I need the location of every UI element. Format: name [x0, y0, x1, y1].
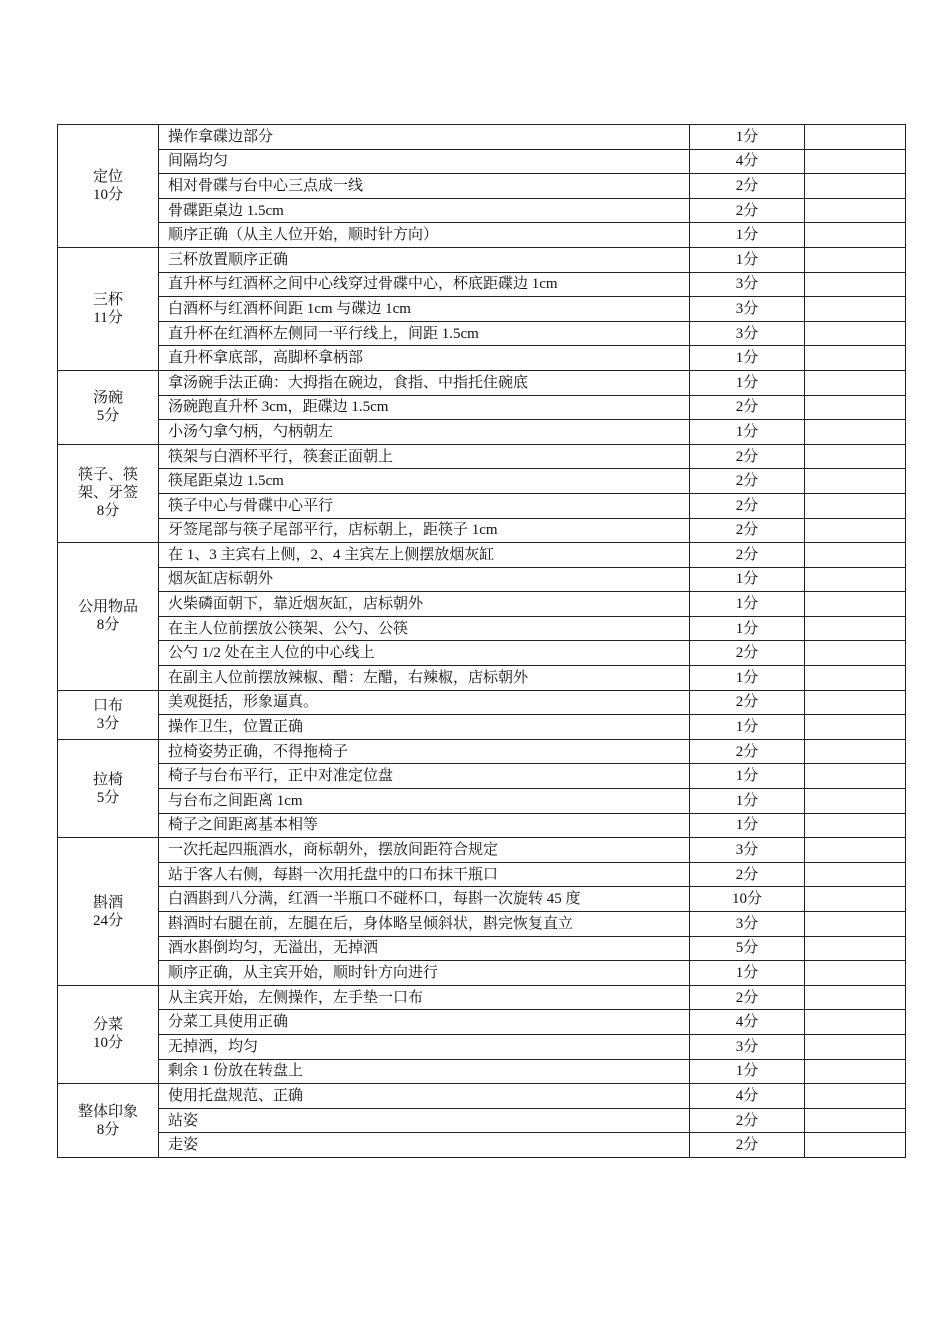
- table-row: [58, 715, 906, 740]
- category-name: 口布: [92, 697, 123, 714]
- table-row: [58, 174, 906, 199]
- table-row: [58, 493, 906, 518]
- table-row: [58, 1108, 906, 1133]
- criterion-text: 汤碗跑直升杯 3cm，距碟边 1.5cm: [159, 395, 690, 420]
- criterion-score: 4分: [690, 1084, 805, 1109]
- actual-score-cell[interactable]: [805, 272, 906, 297]
- criterion-text: 相对骨碟与台中心三点成一线: [159, 174, 690, 199]
- criterion-text: 白酒杯与红酒杯间距 1cm 与碟边 1cm: [159, 297, 690, 322]
- category-cell: [58, 247, 159, 370]
- criterion-score: 1分: [690, 370, 805, 395]
- table-row: [58, 813, 906, 838]
- actual-score-cell[interactable]: [805, 592, 906, 617]
- actual-score-cell[interactable]: [805, 961, 906, 986]
- actual-score-cell[interactable]: [805, 1084, 906, 1109]
- table-row: [58, 887, 906, 912]
- criterion-score: 1分: [690, 764, 805, 789]
- table-row: [58, 912, 906, 937]
- table-row: [58, 862, 906, 887]
- criterion-score: 10分: [690, 887, 805, 912]
- actual-score-cell[interactable]: [805, 444, 906, 469]
- criterion-text: 直升杯在红酒杯左侧同一平行线上，间距 1.5cm: [159, 321, 690, 346]
- criterion-text: 操作拿碟边部分: [159, 125, 690, 150]
- scoring-table: [57, 124, 906, 1158]
- table-row: [58, 247, 906, 272]
- table-row: [58, 961, 906, 986]
- criterion-text: 站于客人右侧，每斟一次用托盘中的口布抹干瓶口: [159, 862, 690, 887]
- actual-score-cell[interactable]: [805, 395, 906, 420]
- actual-score-cell[interactable]: [805, 739, 906, 764]
- category-cell: [58, 739, 159, 837]
- criterion-text: 无掉洒，均匀: [159, 1034, 690, 1059]
- actual-score-cell[interactable]: [805, 690, 906, 715]
- criterion-score: 1分: [690, 789, 805, 814]
- criterion-score: 2分: [690, 469, 805, 494]
- criterion-text: 走姿: [159, 1133, 690, 1158]
- actual-score-cell[interactable]: [805, 1108, 906, 1133]
- criterion-score: 3分: [690, 838, 805, 863]
- criterion-score: 2分: [690, 985, 805, 1010]
- criterion-score: 1分: [690, 1059, 805, 1084]
- table-row: [58, 1010, 906, 1035]
- category-name-line: 筷子、筷: [77, 467, 138, 484]
- criterion-text: 剩余 1 份放在转盘上: [159, 1059, 690, 1084]
- criterion-text: 与台布之间距离 1cm: [159, 789, 690, 814]
- table-row: [58, 370, 906, 395]
- category-name: 公用物品: [77, 599, 138, 616]
- criterion-text: 拿汤碗手法正确：大拇指在碗边，食指、中指托住碗底: [159, 370, 690, 395]
- actual-score-cell[interactable]: [805, 493, 906, 518]
- actual-score-cell[interactable]: [805, 1059, 906, 1084]
- criterion-score: 2分: [690, 641, 805, 666]
- actual-score-cell[interactable]: [805, 297, 906, 322]
- criterion-score: 5分: [690, 936, 805, 961]
- table-row: [58, 838, 906, 863]
- category-points: 8分: [96, 617, 120, 634]
- criterion-text: 直升杯拿底部，高脚杯拿柄部: [159, 346, 690, 371]
- actual-score-cell[interactable]: [805, 198, 906, 223]
- category-cell: [58, 838, 159, 986]
- category-cell: [58, 370, 159, 444]
- table-row: [58, 666, 906, 691]
- category-points: 24分: [92, 912, 123, 929]
- table-row: [58, 297, 906, 322]
- category-cell: [58, 125, 159, 248]
- table-row: [58, 1133, 906, 1158]
- category-cell: [58, 444, 159, 542]
- actual-score-cell[interactable]: [805, 764, 906, 789]
- actual-score-cell[interactable]: [805, 370, 906, 395]
- actual-score-cell[interactable]: [805, 321, 906, 346]
- criterion-score: 3分: [690, 321, 805, 346]
- category-points: 10分: [92, 186, 123, 203]
- actual-score-cell[interactable]: [805, 420, 906, 445]
- criterion-text: 间隔均匀: [159, 149, 690, 174]
- criterion-score: 1分: [690, 666, 805, 691]
- table-row: [58, 690, 906, 715]
- table-row: [58, 395, 906, 420]
- criterion-text: 顺序正确，从主宾开始，顺时针方向进行: [159, 961, 690, 986]
- actual-score-cell[interactable]: [805, 223, 906, 248]
- criterion-score: 2分: [690, 1108, 805, 1133]
- table-row: [58, 444, 906, 469]
- actual-score-cell[interactable]: [805, 936, 906, 961]
- category-name: 三杯: [92, 291, 123, 308]
- actual-score-cell[interactable]: [805, 887, 906, 912]
- table-row: [58, 198, 906, 223]
- criterion-score: 1分: [690, 715, 805, 740]
- criterion-text: 三杯放置顺序正确: [159, 247, 690, 272]
- criterion-score: 2分: [690, 690, 805, 715]
- category-cell: [58, 690, 159, 739]
- criterion-score: 3分: [690, 272, 805, 297]
- criterion-score: 1分: [690, 346, 805, 371]
- criterion-score: 2分: [690, 444, 805, 469]
- criterion-score: 1分: [690, 223, 805, 248]
- criterion-score: 2分: [690, 518, 805, 543]
- criterion-score: 1分: [690, 567, 805, 592]
- criterion-text: 顺序正确（从主人位开始，顺时针方向）: [159, 223, 690, 248]
- criterion-score: 1分: [690, 813, 805, 838]
- actual-score-cell[interactable]: [805, 789, 906, 814]
- actual-score-cell[interactable]: [805, 543, 906, 568]
- table-row: [58, 1059, 906, 1084]
- table-row: [58, 936, 906, 961]
- category-cell: [58, 543, 159, 691]
- criterion-text: 小汤勺拿勺柄，勺柄朝左: [159, 420, 690, 445]
- table-row: [58, 739, 906, 764]
- table-row: [58, 985, 906, 1010]
- criterion-text: 分菜工具使用正确: [159, 1010, 690, 1035]
- criterion-text: 操作卫生，位置正确: [159, 715, 690, 740]
- actual-score-cell[interactable]: [805, 125, 906, 150]
- actual-score-cell[interactable]: [805, 174, 906, 199]
- category-points: 3分: [96, 715, 120, 732]
- table-row: [58, 518, 906, 543]
- category-name: 分菜: [92, 1017, 123, 1034]
- criterion-text: 在副主人位前摆放辣椒、醋：左醋，右辣椒，店标朝外: [159, 666, 690, 691]
- category-points: 8分: [96, 1121, 120, 1138]
- criterion-score: 1分: [690, 247, 805, 272]
- criterion-text: 直升杯与红酒杯之间中心线穿过骨碟中心，杯底距碟边 1cm: [159, 272, 690, 297]
- criterion-score: 1分: [690, 592, 805, 617]
- category-name: 汤碗: [92, 390, 123, 407]
- criterion-text: 白酒斟到八分满，红酒一半瓶口不碰杯口，每斟一次旋转 45 度: [159, 887, 690, 912]
- actual-score-cell[interactable]: [805, 1034, 906, 1059]
- criterion-score: 2分: [690, 1133, 805, 1158]
- criterion-text: 椅子之间距离基本相等: [159, 813, 690, 838]
- actual-score-cell[interactable]: [805, 346, 906, 371]
- table-row: [58, 592, 906, 617]
- actual-score-cell[interactable]: [805, 567, 906, 592]
- actual-score-cell[interactable]: [805, 641, 906, 666]
- criterion-text: 一次托起四瓶酒水，商标朝外，摆放间距符合规定: [159, 838, 690, 863]
- actual-score-cell[interactable]: [805, 862, 906, 887]
- actual-score-cell[interactable]: [805, 518, 906, 543]
- criterion-text: 筷尾距桌边 1.5cm: [159, 469, 690, 494]
- criterion-text: 牙签尾部与筷子尾部平行，店标朝上，距筷子 1cm: [159, 518, 690, 543]
- criterion-text: 在主人位前摆放公筷架、公勺、公筷: [159, 616, 690, 641]
- table-row: [58, 272, 906, 297]
- criterion-text: 酒水斟倒均匀，无溢出，无掉洒: [159, 936, 690, 961]
- category-points: 5分: [96, 789, 120, 806]
- criterion-score: 4分: [690, 1010, 805, 1035]
- actual-score-cell[interactable]: [805, 985, 906, 1010]
- category-name: 定位: [92, 168, 123, 185]
- table-row: [58, 543, 906, 568]
- criterion-text: 筷子中心与骨碟中心平行: [159, 493, 690, 518]
- criterion-score: 1分: [690, 125, 805, 150]
- criterion-score: 2分: [690, 493, 805, 518]
- criterion-text: 在 1、3 主宾右上侧，2、4 主宾左上侧摆放烟灰缸: [159, 543, 690, 568]
- category-points: 8分: [96, 503, 120, 520]
- actual-score-cell[interactable]: [805, 715, 906, 740]
- table-row: [58, 149, 906, 174]
- table-row: [58, 789, 906, 814]
- table-row: [58, 469, 906, 494]
- table-row: [58, 764, 906, 789]
- table-row: [58, 1084, 906, 1109]
- actual-score-cell[interactable]: [805, 149, 906, 174]
- actual-score-cell[interactable]: [805, 813, 906, 838]
- table-row: [58, 223, 906, 248]
- criterion-text: 斟酒时右腿在前，左腿在后，身体略呈倾斜状，斟完恢复直立: [159, 912, 690, 937]
- criterion-score: 3分: [690, 297, 805, 322]
- criterion-score: 1分: [690, 961, 805, 986]
- criterion-score: 4分: [690, 149, 805, 174]
- actual-score-cell[interactable]: [805, 616, 906, 641]
- category-name: 斟酒: [92, 894, 123, 911]
- category-cell: [58, 985, 159, 1083]
- criterion-text: 椅子与台布平行，正中对准定位盘: [159, 764, 690, 789]
- table-row: [58, 346, 906, 371]
- criterion-score: 1分: [690, 616, 805, 641]
- criterion-score: 3分: [690, 912, 805, 937]
- actual-score-cell[interactable]: [805, 1133, 906, 1158]
- table-row: [58, 321, 906, 346]
- category-name-line: 架、牙签: [77, 485, 138, 502]
- criterion-text: 火柴磷面朝下，靠近烟灰缸，店标朝外: [159, 592, 690, 617]
- actual-score-cell[interactable]: [805, 247, 906, 272]
- category-cell: [58, 1084, 159, 1158]
- criterion-score: 3分: [690, 1034, 805, 1059]
- category-points: 11分: [93, 309, 123, 326]
- category-name: 拉椅: [92, 771, 123, 788]
- criterion-text: 使用托盘规范、正确: [159, 1084, 690, 1109]
- table-row: [58, 641, 906, 666]
- actual-score-cell[interactable]: [805, 469, 906, 494]
- criterion-score: 2分: [690, 198, 805, 223]
- actual-score-cell[interactable]: [805, 666, 906, 691]
- criterion-score: 2分: [690, 543, 805, 568]
- criterion-text: 从主宾开始，左侧操作，左手垫一口布: [159, 985, 690, 1010]
- actual-score-cell[interactable]: [805, 912, 906, 937]
- table-row: [58, 616, 906, 641]
- criterion-text: 骨碟距桌边 1.5cm: [159, 198, 690, 223]
- scoring-table-body: [58, 125, 906, 1158]
- criterion-score: 2分: [690, 862, 805, 887]
- actual-score-cell[interactable]: [805, 838, 906, 863]
- actual-score-cell[interactable]: [805, 1010, 906, 1035]
- criterion-text: 美观挺括，形象逼真。: [159, 690, 690, 715]
- criterion-text: 筷架与白酒杯平行，筷套正面朝上: [159, 444, 690, 469]
- criterion-score: 2分: [690, 739, 805, 764]
- criterion-score: 1分: [690, 420, 805, 445]
- criterion-text: 公勺 1/2 处在主人位的中心线上: [159, 641, 690, 666]
- criterion-score: 2分: [690, 174, 805, 199]
- criterion-text: 站姿: [159, 1108, 690, 1133]
- criterion-text: 拉椅姿势正确，不得拖椅子: [159, 739, 690, 764]
- table-row: [58, 125, 906, 150]
- criterion-text: 烟灰缸店标朝外: [159, 567, 690, 592]
- table-row: [58, 1034, 906, 1059]
- category-points: 10分: [92, 1035, 123, 1052]
- category-points: 5分: [96, 408, 120, 425]
- table-row: [58, 420, 906, 445]
- criterion-score: 2分: [690, 395, 805, 420]
- table-row: [58, 567, 906, 592]
- category-name: 整体印象: [77, 1103, 138, 1120]
